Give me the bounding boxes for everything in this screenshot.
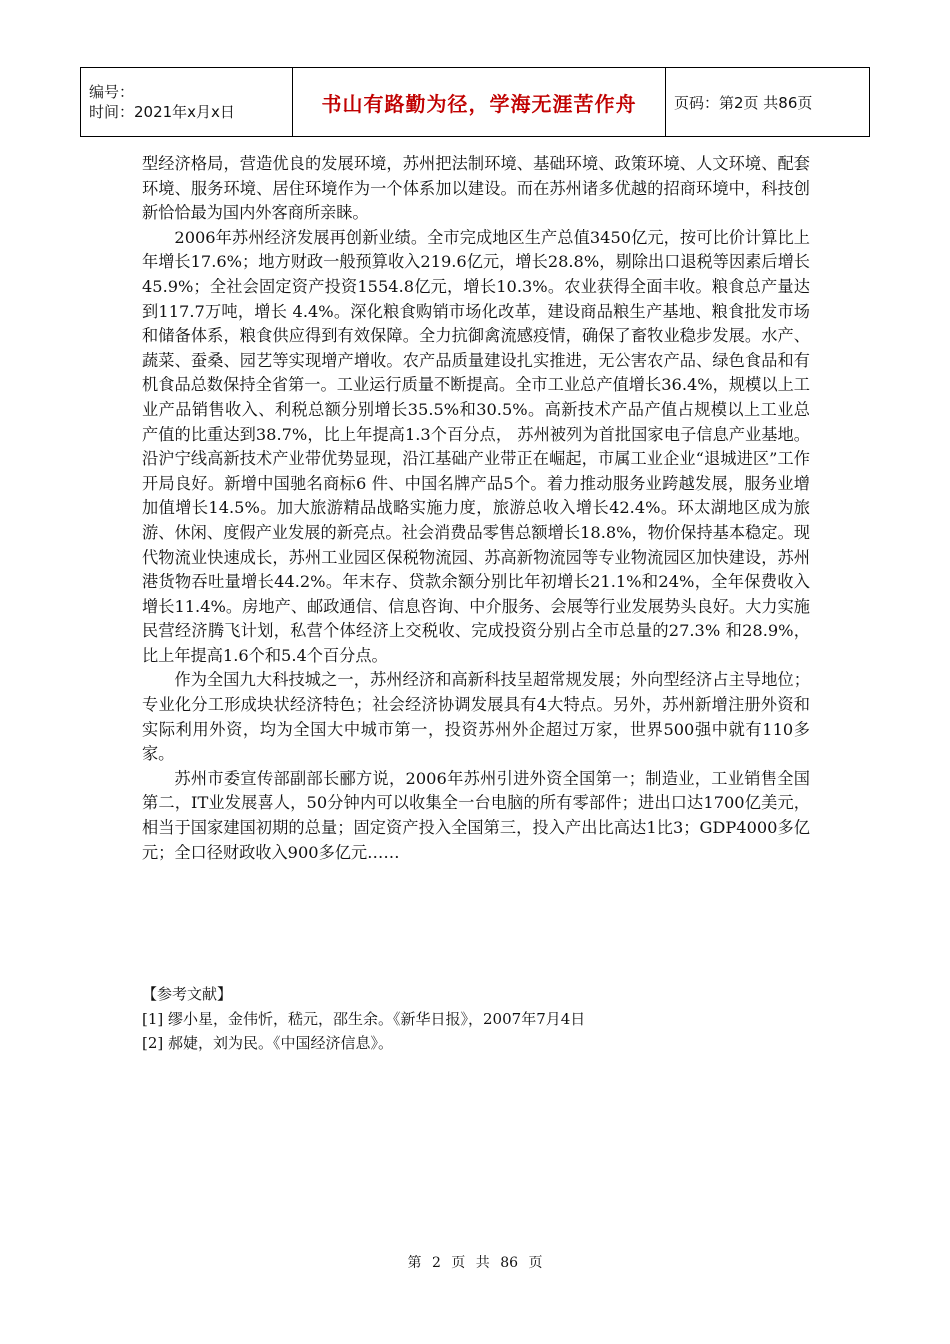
paragraph-continued: 型经济格局，营造优良的发展环境，苏州把法制环境、基础环境、政策环境、人文环境、配套环境、服务环境、居住环境作为一个体系加以建设。而在苏州诸多优越的招商环境中，科技创新恰恰最为国内外客商所亲睐。 bbox=[142, 154, 810, 223]
header-page-info: 页码：第2页 共86页 bbox=[666, 68, 870, 137]
reference-item: [1] 缪小星，金伟忻，嵇元，邵生余。《新华日报》，2007年7月4日 bbox=[142, 1010, 586, 1028]
references-title: 【参考文献】 bbox=[142, 985, 233, 1003]
reference-item: [2] 郝婕，刘为民。《中国经济信息》。 bbox=[142, 1034, 394, 1052]
header-table bbox=[80, 67, 870, 137]
paragraph: 2006年苏州经济发展再创新业绩。全市完成地区生产总值3450亿元，按可比价计算比上年增长17.6%；地方财政一般预算收入219.6亿元，增长28.8%，剔除出口退税等因素后增长45.9%；全社会固定资产投资1554.8亿元，增长10.3%。农业获得全面丰收。粮食总产量达到117.7万吨，增长 4.4%。深化粮食购销市场化改革，建设商品粮生产基地、粮食批发市场和储备体系，粮食供应得到有效保障。全力抗御禽流感疫情，确保了畜牧业稳步发展。水产、蔬菜、蚕桑、园艺等实现增产增收。农产品质量建设扎实推进，无公害农产品、绿色食品和有机食品总数保持全省第一。工业运行质量不断提高。全市工业总产值增长36.4%，规模以上工业产品销售收入、利税总额分别增长35.5%和30.5%。高新技术产品产值占规模以上工业总产值的比重达到38.7%，比上年提高1.3个百分点， 苏州被列为首批国家电子信息产业基地。沿沪宁线高新技术产业带优势显现，沿江基础产业带正在崛起，市属工业企业“退城进区”工作开局良好。新增中国驰名商标6 件、中国名牌产品5个。着力推动服务业跨越发展，服务业增加值增长14.5%。加大旅游精品战略实施力度，旅游总收入增长42.4%。环太湖地区成为旅游、休闲、度假产业发展的新亮点。社会消费品零售总额增长18.8%，物价保持基本稳定。现代物流业快速成长，苏州工业园区保税物流园、苏高新物流园等专业物流园区加快建设，苏州港货物吞吐量增长44.2%。年末存、贷款余额分别比年初增长21.1%和24%，全年保费收入增长11.4%。房地产、邮政通信、信息咨询、中介服务、会展等行业发展势头良好。大力实施民营经济腾飞计划，私营个体经济上交税收、完成投资分别占全市总量的27.3% 和28.9%，比上年提高1.6个和5.4个百分点。 bbox=[142, 227, 810, 665]
paragraph: 作为全国九大科技城之一，苏州经济和高新科技呈超常规发展；外向型经济占主导地位；专业化分工形成块状经济特色；社会经济协调发展具有4大特点。另外，苏州新增注册外资和实际利用外资，均为全国大中城市第一，投资苏州外企超过万家，世界500强中就有110多家。 bbox=[142, 670, 810, 764]
header-motto: 书山有路勤为径，学海无涯苦作舟 bbox=[293, 68, 666, 137]
code-label: 编号： bbox=[89, 83, 135, 101]
references-section bbox=[142, 982, 810, 1055]
paragraph: 苏州市委宣传部副部长郦方说，2006年苏州引进外资全国第一；制造业，工业销售全国第二，IT业发展喜人，50分钟内可以收集全一台电脑的所有零部件；进出口达1700亿美元，相当于国家建国初期的总量；固定资产投入全国第三，投入产出比高达1比3；GDP4000多亿元；全口径财政收入900多亿元…… bbox=[142, 768, 810, 862]
header-meta-cell bbox=[81, 68, 293, 137]
page-footer: 第 2 页 共 86 页 bbox=[407, 1255, 543, 1271]
document-body bbox=[142, 152, 810, 865]
time-label: 时间：2021年x月x日 bbox=[89, 103, 235, 121]
